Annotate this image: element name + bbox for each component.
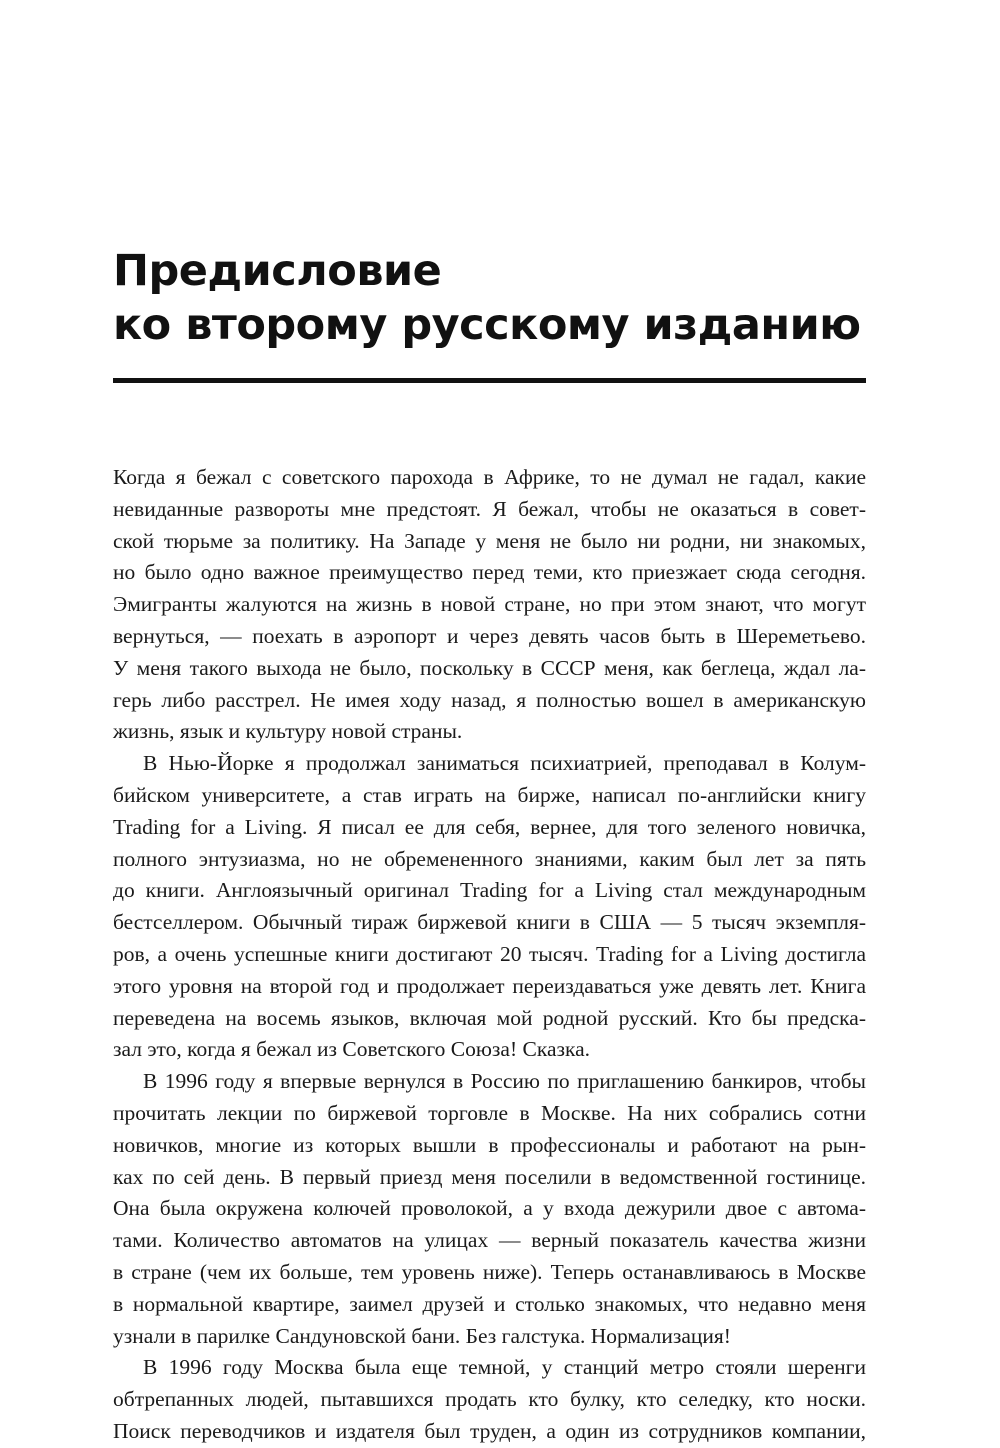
title-rule-divider bbox=[113, 378, 866, 383]
text-line: герь либо расстрел. Не имея ходу назад, я полностью вошел в американскую bbox=[113, 687, 866, 712]
text-line: вернуться, — поехать в аэропорт и через девять часов быть в Шереметьево. bbox=[113, 623, 866, 648]
title-line-2: ко второму русскому изданию bbox=[113, 300, 861, 350]
paragraph bbox=[113, 748, 866, 1066]
text-line: полного энтузиазма, но не обремененного знаниями, каким был лет за пять bbox=[113, 846, 866, 871]
text-line: новичков, многие из которых вышли в профессионалы и работают на рын- bbox=[113, 1132, 866, 1157]
text-line: Эмигранты жалуются на жизнь в новой стране, но при этом знают, что могут bbox=[113, 592, 866, 617]
text-line: но было одно важное преимущество перед теми, кто приезжает сюда сегодня. bbox=[113, 560, 866, 585]
text-line: ской тюрьме за политику. На Западе у меня не было ни родни, ни знакомых, bbox=[113, 528, 866, 553]
text-line: ров, а очень успешные книги достигают 20 тысяч. Trading for a Living достигла bbox=[113, 941, 866, 966]
text-line: бестселлером. Обычный тираж биржевой книги в США — 5 тысяч экземпля- bbox=[113, 910, 866, 935]
text-line: невиданные развороты мне предстоят. Я бежал, чтобы не оказаться в совет- bbox=[113, 496, 866, 521]
text-line: Поиск переводчиков и издателя был труден, а один из сотрудников компании, bbox=[113, 1418, 866, 1443]
text-line: прочитать лекции по биржевой торговле в Москве. На них собрались сотни bbox=[113, 1100, 866, 1125]
text-line: в нормальной квартире, заимел друзей и столько знакомых, что недавно меня bbox=[113, 1291, 866, 1316]
text-line: жизнь, язык и культуру новой страны. bbox=[113, 719, 463, 744]
text-line: зал это, когда я бежал из Советского Союза! Сказка. bbox=[113, 1037, 591, 1062]
text-line: В Нью-Йорке я продолжал заниматься психиатрией, преподавал в Колум- bbox=[143, 751, 866, 776]
text-line: до книги. Англоязычный оригинал Trading for a Living стал международным bbox=[113, 878, 866, 903]
paragraph bbox=[113, 1066, 866, 1352]
text-line: Когда я бежал с советского парохода в Африке, то не думал не гадал, какие bbox=[113, 465, 866, 489]
text-line: обтрепанных людей, пытавшихся продать кто булку, кто селедку, кто носки. bbox=[113, 1387, 866, 1412]
page-title bbox=[113, 244, 861, 352]
text-line: В 1996 году Москва была еще темной, у станций метро стояли шеренги bbox=[143, 1355, 866, 1380]
text-line: Trading for a Living. Я писал ее для себя, вернее, для того зеленого новичка, bbox=[113, 814, 866, 839]
paragraph bbox=[113, 1352, 866, 1447]
body-text bbox=[113, 462, 866, 1448]
text-line: тами. Количество автоматов на улицах — верный показатель качества жизни bbox=[113, 1228, 866, 1253]
text-line: в стране (чем их больше, тем уровень ниже). Теперь останавливаюсь в Москве bbox=[113, 1259, 866, 1284]
text-line: У меня такого выхода не было, поскольку в СССР меня, как беглеца, ждал ла- bbox=[113, 655, 866, 680]
title-line-1: Предисловие bbox=[113, 246, 442, 296]
text-line: Она была окружена колючей проволокой, а у входа дежурили двое с автома- bbox=[113, 1196, 866, 1221]
text-line: бийском университете, а став играть на бирже, написал по-английски книгу bbox=[113, 782, 866, 807]
text-line: этого уровня на второй год и продолжает переиздаваться уже девять лет. Книга bbox=[113, 973, 866, 998]
text-line: переведена на восемь языков, включая мой родной русский. Кто бы предска- bbox=[113, 1005, 866, 1030]
text-line: В 1996 году я впервые вернулся в Россию по приглашению банкиров, чтобы bbox=[143, 1069, 866, 1094]
text-line: ках по сей день. В первый приезд меня поселили в ведомственной гостинице. bbox=[113, 1164, 866, 1189]
paragraph bbox=[113, 462, 866, 748]
text-line: узнали в парилке Сандуновской бани. Без галстука. Нормализация! bbox=[113, 1323, 731, 1348]
